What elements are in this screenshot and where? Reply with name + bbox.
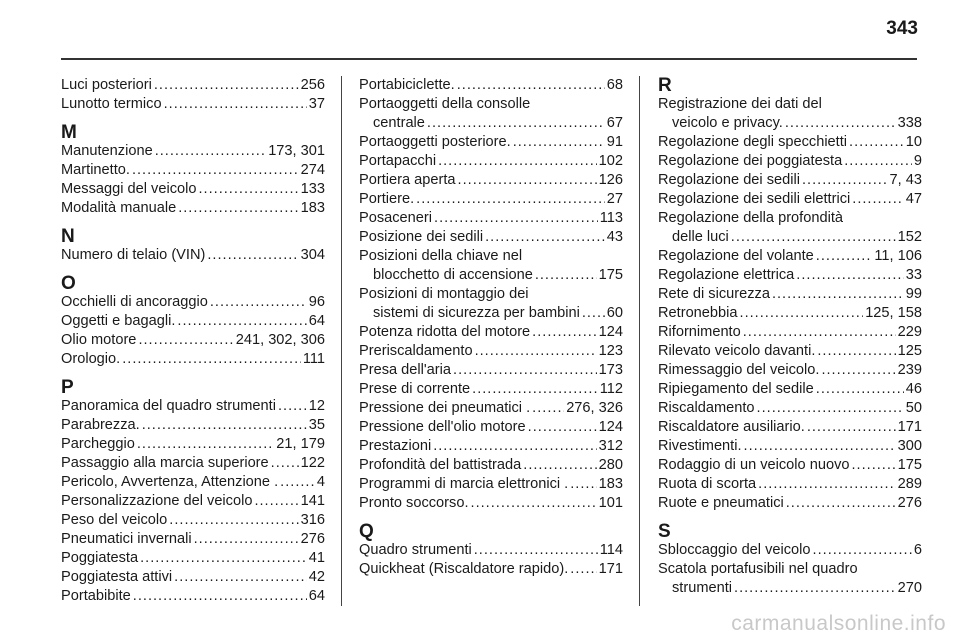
index-entry-term: Posizione dei sedili [359,229,484,245]
leader-dots [458,171,597,190]
leader-dots [802,171,888,190]
index-entry-page: 6 [913,542,922,558]
index-entry [658,228,922,247]
index-entry-page: 123 [598,343,623,359]
index-entry-term: Luci posteriori [61,77,152,93]
index-entry-term: Pressione dei pneumatici . [359,400,531,416]
index-entry-page: 46 [905,381,922,397]
index-entry [658,304,922,323]
index-entry [359,209,623,228]
index-entry [61,199,325,218]
index-column-1 [61,76,325,606]
leader-dots [849,133,904,152]
leader-dots [140,549,307,568]
index-entry-term: Prestazioni [359,438,432,454]
index-entry [61,397,325,416]
index-entry-page: 229 [897,324,922,340]
index-entry [658,456,922,475]
index-entry [61,511,325,530]
leader-dots [138,331,233,350]
section-letter: O [61,273,76,294]
leader-dots [485,228,605,247]
leader-dots [731,228,896,247]
index-entry-term: Manutenzione [61,143,153,159]
index-entry-term: Regolazione dei sedili elettrici [658,191,851,207]
leader-dots [174,568,307,587]
index-entry [61,95,325,114]
index-entry-page: 7, 43 [889,172,922,188]
index-entry [61,331,325,350]
index-entry-page: 126 [598,172,623,188]
index-entry-term: Portabiciclette. [359,77,455,93]
index-entry [61,549,325,568]
index-entry-page: 241, 302, 306 [235,332,325,348]
leader-dots [154,76,299,95]
leader-dots [535,266,597,285]
index-entry-page: 274 [300,162,325,178]
index-entry-term: Rivestimenti. [658,438,742,454]
index-entry-page: 67 [606,115,623,131]
index-entry-page: 99 [905,286,922,302]
index-entry-term: Rilevato veicolo davanti. [658,343,816,359]
index-entry [359,361,623,380]
leader-dots [757,399,904,418]
index-entry [359,152,623,171]
index-entry-term: Martinetto. [61,162,130,178]
leader-dots [155,142,267,161]
index-entry [61,530,325,549]
leader-dots [280,473,315,492]
index-entry-term: Passaggio alla marcia superiore [61,455,269,471]
leader-dots [471,494,597,513]
index-entry-term: Rifornimento [658,324,741,340]
leader-dots [796,266,903,285]
leader-dots [210,293,307,312]
index-entry-page: 43 [606,229,623,245]
index-entry-term: Modalità manuale [61,200,177,216]
section-letter: P [61,377,74,398]
index-entry-term: Ruote e pneumatici [658,495,784,511]
leader-dots [744,437,896,456]
index-entry-page: 175 [897,457,922,473]
index-entry-page: 111 [302,351,325,367]
index-entry-term: Prese di corrente [359,381,471,397]
index-entry-term: Portapacchi [359,153,437,169]
header-rule [61,58,917,60]
index-entry-page: 64 [308,588,325,604]
leader-dots [194,530,299,549]
index-entry-page: 183 [300,200,325,216]
index-entry-page: 173, 301 [268,143,325,159]
leader-dots [164,95,307,114]
index-entry [658,361,922,380]
index-entry-page: 280 [598,457,623,473]
leader-dots [734,579,896,598]
index-entry-term: Peso del veicolo [61,512,168,528]
index-entry-term: Poggiatesta [61,550,139,566]
index-entry-term: Riscaldatore ausiliario. [658,419,805,435]
index-entry-page: 171 [598,561,623,577]
index-entry-term: Quickheat (Riscaldatore rapido). [359,561,569,577]
index-entry-page: 312 [598,438,623,454]
index-entry-heading: Registrazione dei dati del [658,96,822,112]
index-entry [61,454,325,473]
leader-dots [474,541,598,560]
index-entry-term: Poggiatesta attivi [61,569,173,585]
leader-dots [582,304,605,323]
index-entry-term: Messaggi del veicolo [61,181,197,197]
index-entry-term: Programmi di marcia elettronici . [359,476,569,492]
leader-dots [433,437,596,456]
section-letter: R [658,75,672,96]
leader-dots [758,475,895,494]
index-entry [658,380,922,399]
index-entry-term: Oggetti e bagagli. [61,313,176,329]
index-entry-page: 10 [905,134,922,150]
index-entry [658,190,922,209]
index-entry [658,437,922,456]
index-column-2 [359,76,623,579]
index-entry [359,380,623,399]
index-entry [359,418,623,437]
index-entry-page: 41 [308,550,325,566]
index-entry [359,541,623,560]
index-entry-term: Presa dell'aria [359,362,452,378]
section-letter: N [61,226,75,247]
leader-dots [807,418,896,437]
leader-dots [740,304,864,323]
index-entry-term: Portiera aperta [359,172,456,188]
index-entry-term: sistemi di sicurezza per bambini [373,305,580,321]
index-entry-page: 338 [897,115,922,131]
index-entry [61,492,325,511]
index-entry-term: Regolazione elettrica [658,267,795,283]
index-entry-term: delle luci [672,229,729,245]
leader-dots [132,161,299,180]
index-entry-page: 102 [598,153,623,169]
index-entry-page: 304 [300,247,325,263]
leader-dots [816,247,873,266]
index-entry [359,399,623,418]
index-entry-term: Pressione dell'olio motore [359,419,526,435]
index-entry [658,152,922,171]
index-entry [359,475,623,494]
leader-dots [278,397,307,416]
index-entry-page: 256 [300,77,325,93]
index-entry-heading: Regolazione della profondità [658,210,843,226]
index-entry-page: 11, 106 [874,248,922,264]
leader-dots [570,475,596,494]
index-entry-term: blocchetto di accensione [373,267,533,283]
index-entry [61,246,325,265]
index-entry-page: 173 [598,362,623,378]
leader-dots [821,361,895,380]
index-entry [658,323,922,342]
leader-dots [142,416,307,435]
leader-dots [528,418,597,437]
index-entry [61,76,325,95]
index-entry-term: Riscaldamento [658,400,755,416]
index-entry-page: 113 [599,210,623,226]
column-divider [341,76,342,606]
index-entry [359,437,623,456]
index-entry-page: 33 [905,267,922,283]
index-entry-term: strumenti [672,580,733,596]
index-entry-page: 124 [598,419,623,435]
index-entry-page: 270 [897,580,922,596]
page-number: 343 [886,18,918,39]
index-entry [359,171,623,190]
index-entry-page: 68 [606,77,623,93]
watermark: carmanualsonline.info [731,612,946,635]
index-entry-page: 124 [598,324,623,340]
column-divider [639,76,640,606]
index-entry-term: Ripiegamento del sedile [658,381,814,397]
index-entry [359,76,623,95]
index-entry-page: 276, 326 [566,400,623,416]
index-entry-page: 50 [905,400,922,416]
index-entry-page: 35 [308,417,325,433]
index-entry-term: Regolazione dei poggiatesta [658,153,843,169]
leader-dots [786,494,896,513]
index-entry [658,475,922,494]
index-entry-term: Parabrezza. [61,417,140,433]
index-entry [359,133,623,152]
index-entry [61,180,325,199]
index-entry [658,399,922,418]
index-entry [658,541,922,560]
leader-dots [743,323,896,342]
index-entry-page: 112 [599,381,623,397]
leader-dots [513,133,605,152]
index-entry-page: 171 [897,419,922,435]
index-entry [658,342,922,361]
leader-dots [207,246,298,265]
leader-dots [434,209,598,228]
index-entry-page: 37 [308,96,325,112]
index-entry-page: 152 [897,229,922,245]
index-entry-term: Regolazione degli specchietti [658,134,848,150]
index-entry [658,285,922,304]
index-entry-page: 183 [598,476,623,492]
index-entry-page: 133 [300,181,325,197]
leader-dots [475,342,597,361]
index-entry-page: 122 [300,455,325,471]
index-entry-term: Quadro strumenti [359,542,472,558]
index-entry-page: 21, 179 [276,436,325,452]
index-entry [359,342,623,361]
section-letter: M [61,122,77,143]
index-entry-term: Posaceneri [359,210,433,226]
index-entry [359,560,623,579]
index-entry-term: Rimessaggio del veicolo. [658,362,820,378]
index-entry [61,568,325,587]
index-entry-heading: Portaoggetti della consolle [359,96,531,112]
index-entry [61,142,325,161]
index-entry-page: 239 [897,362,922,378]
index-entry-page: 289 [897,476,922,492]
leader-dots [813,541,912,560]
index-entry [359,494,623,513]
index-entry-page: 96 [308,294,325,310]
index-entry-page: 12 [308,398,325,414]
index-entry-page: 125 [897,343,922,359]
leader-dots [133,587,307,606]
index-entry-term: Portabibite [61,588,131,604]
leader-dots [532,399,564,418]
index-entry-term: Panoramica del quadro strumenti [61,398,276,414]
index-entry [61,435,325,454]
index-entry-term: Occhielli di ancoraggio [61,294,208,310]
index-entry [359,190,623,209]
leader-dots [844,152,912,171]
index-entry [658,579,922,598]
leader-dots [851,456,895,475]
index-column-3 [658,76,922,598]
index-entry-term: Regolazione dei sedili [658,172,800,188]
index-entry [658,418,922,437]
index-entry-heading: Posizioni della chiave nel [359,248,523,264]
leader-dots [177,312,306,331]
index-entry-page: 125, 158 [865,305,922,321]
index-entry-page: 101 [598,495,623,511]
leader-dots [523,456,596,475]
leader-dots [137,435,274,454]
index-entry [359,304,623,323]
index-entry [359,323,623,342]
index-entry-page: 9 [913,153,922,169]
index-entry [658,494,922,513]
index-entry-term: Parcheggio [61,436,135,452]
section-letter: Q [359,521,374,542]
index-entry-term: Lunotto termico [61,96,162,112]
index-entry [658,171,922,190]
leader-dots [772,285,904,304]
index-entry-page: 276 [897,495,922,511]
index-entry-page: 64 [308,313,325,329]
leader-dots [178,199,298,218]
index-entry-page: 300 [897,438,922,454]
index-entry-term: veicolo e privacy. [672,115,783,131]
index-entry [61,161,325,180]
index-entry [658,133,922,152]
index-entry-page: 91 [606,134,623,150]
leader-dots [122,350,301,369]
leader-dots [427,114,605,133]
index-entry-term: Rete di sicurezza [658,286,770,302]
index-entry-term: Rodaggio di un veicolo nuovo [658,457,850,473]
index-entry-page: 4 [316,474,325,490]
index-entry-term: Retronebbia [658,305,738,321]
index-entry [359,114,623,133]
index-entry-page: 27 [606,191,623,207]
index-entry [61,293,325,312]
leader-dots [816,380,904,399]
index-entry-heading: Posizioni di montaggio dei [359,286,529,302]
index-entry-term: Sbloccaggio del veicolo [658,542,811,558]
leader-dots [457,76,605,95]
index-entry [658,114,922,133]
section-letter: S [658,521,671,542]
leader-dots [453,361,597,380]
index-entry-page: 47 [905,191,922,207]
leader-dots [472,380,598,399]
leader-dots [532,323,596,342]
leader-dots [852,190,904,209]
index-entry-term: Profondità del battistrada [359,457,522,473]
leader-dots [438,152,597,171]
index-entry [61,473,325,492]
index-entry-page: 316 [300,512,325,528]
index-entry-term: Olio motore [61,332,137,348]
index-entry [359,266,623,285]
index-entry-page: 42 [308,569,325,585]
index-entry-term: Pneumatici invernali [61,531,192,547]
index-entry-heading: Scatola portafusibili nel quadro [658,561,858,577]
index-entry-term: Regolazione del volante [658,248,814,264]
index-entry [61,350,325,369]
index-entry-term: centrale [373,115,425,131]
index-entry [61,587,325,606]
index-entry-term: Preriscaldamento [359,343,473,359]
index-entry-term: Portaoggetti posteriore. [359,134,511,150]
index-entry-term: Pericolo, Avvertenza, Attenzione . [61,474,279,490]
leader-dots [169,511,298,530]
index-entry-page: 114 [599,542,623,558]
index-entry [658,247,922,266]
index-entry-term: Potenza ridotta del motore [359,324,531,340]
index-entry-term: Numero di telaio (VIN) [61,247,206,263]
leader-dots [271,454,299,473]
index-entry-term: Ruota di scorta [658,476,757,492]
index-entry-term: Pronto soccorso. [359,495,469,511]
index-entry-page: 175 [598,267,623,283]
leader-dots [817,342,895,361]
index-entry [359,228,623,247]
leader-dots [570,560,596,579]
index-entry-term: Orologio. [61,351,121,367]
index-entry [658,266,922,285]
index-entry [61,416,325,435]
index-entry [359,456,623,475]
index-entry-page: 60 [606,305,623,321]
index-entry-page: 141 [300,493,325,509]
index-entry-term: Personalizzazione del veicolo [61,493,253,509]
index-entry-page: 276 [300,531,325,547]
leader-dots [416,190,605,209]
index-entry-term: Portiere. [359,191,415,207]
index-entry [61,312,325,331]
leader-dots [254,492,298,511]
leader-dots [785,114,896,133]
leader-dots [198,180,298,199]
